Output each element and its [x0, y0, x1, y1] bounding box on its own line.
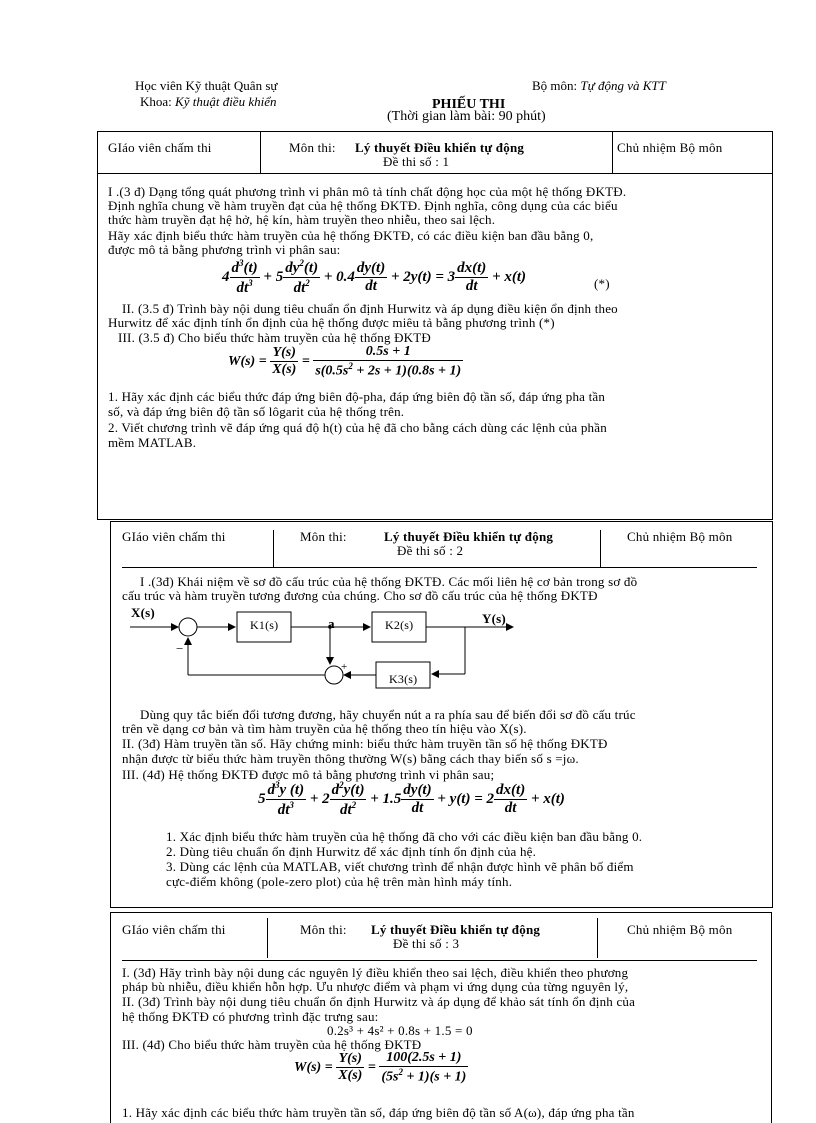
- exam2-differential-equation: 5 $\frac{d^3y (t)}{dt^3}$ + 2 $\frac{d^2y(t)}{dt^2}$ + 1.5 $\frac{dy(t)}{dt}$ + y(t) = 2 $\frac{dx(t)}{dt}$ + x(t): [258, 780, 565, 818]
- exam3-line: II. (3đ) Trình bày nội dung tiêu chuẩn ổn định Hurwitz và áp dụng để khảo sát tính ổn định của: [122, 994, 636, 1009]
- department: [532, 78, 666, 94]
- institute-name: Học viên Kỹ thuật Quân sự: [135, 78, 278, 93]
- exam1-col-divider-1: [260, 131, 261, 173]
- exam1-line: số, và đáp ứng biên độ tần số lôgarit của hệ thống trên.: [108, 404, 405, 419]
- exam1-col-divider-2: [612, 131, 613, 173]
- diagram-plus-sign: +: [341, 661, 348, 673]
- summing-junction-1: [179, 618, 197, 636]
- exam1-line: thức hàm truyền đạt hệ hở, hệ kín, hàm truyền theo nhiễu, theo sai lệch.: [108, 212, 496, 227]
- exam1-line: mềm MATLAB.: [108, 435, 197, 450]
- exam3-line: 1. Hãy xác định các biểu thức hàm truyền tần số, đáp ứng biên độ tần số A(ω), đáp ứng pha tần: [122, 1105, 635, 1120]
- exam1-transfer-function: W(s) = $\frac{Y(s)}{X(s)}$ = $\frac{0.5s + 1}{s(0.5s^2 + 2s + 1)(0.8s + 1)}$: [228, 344, 462, 379]
- exam3-line: I. (3đ) Hãy trình bày nội dung các nguyên lý điều khiển theo sai lệch, điều khiển theo phương: [122, 965, 629, 980]
- exam1-line: II. (3.5 đ) Trình bày nội dung tiêu chuẩn ổn định Hurwitz và áp dụng điều kiện ổn định theo: [122, 301, 618, 316]
- exam1-subject-label: Môn thi:: [289, 140, 336, 155]
- exam3-line: III. (4đ) Cho biểu thức hàm truyền của hệ thống ĐKTĐ: [122, 1037, 422, 1052]
- diagram-minus-sign: −: [176, 641, 184, 656]
- exam2-line: Dùng quy tắc biến đổi tương đương, hãy chuyển nút a ra phía sau để biến đổi sơ đồ cấu trúc: [140, 707, 636, 722]
- exam3-transfer-function: W(s) = $\frac{Y(s)}{X(s)}$ = $\frac{100(2.5s + 1)}{(5s^2 + 1)(s + 1)}$: [294, 1050, 467, 1085]
- exam2-header-divider: [122, 567, 757, 568]
- exam3-top-border: [110, 912, 772, 913]
- exam3-number: Đề thi số : 3: [393, 936, 460, 951]
- exam1-header-divider: [97, 173, 772, 174]
- exam1-line: 1. Hãy xác định các biểu thức đáp ứng biên độ-pha, đáp ứng biên độ tần số, đáp ứng pha tần: [108, 389, 606, 404]
- diagram-node-label: a: [328, 616, 335, 631]
- exam2-line: cấu trúc và hàm truyền tương đương của chúng. Cho sơ đồ cấu trúc của hệ thống ĐKTĐ: [122, 588, 598, 603]
- exam1-eq-mark: (*): [594, 276, 610, 291]
- exam1-differential-equation: 4 $\frac{d^3(t)}{dt^3}$ + 5 $\frac{dy^2(t)}{dt^2}$ + 0.4 $\frac{dy(t)}{dt}$ + 2y(t) = 3 $\frac{dx(t)}{dt}$ + x(t): [222, 258, 527, 296]
- exam3-left-border: [110, 912, 111, 1123]
- diagram-k1-label: K1(s): [250, 618, 279, 632]
- exam2-teacher: GIáo viên chấm thi: [122, 529, 226, 544]
- exam3-header-divider: [122, 960, 757, 961]
- faculty-label: Khoa:: [140, 94, 176, 109]
- exam3-right-border: [771, 912, 772, 1123]
- exam3-col-divider-1: [267, 918, 268, 958]
- department-label: Bộ môn:: [532, 78, 581, 93]
- exam1-subject: Lý thuyết Điều khiển tự động: [355, 140, 525, 155]
- exam2-col-divider-2: [600, 530, 601, 567]
- exam2-col-divider-1: [273, 530, 274, 567]
- exam3-line: pháp bù nhiễu, điều khiển hỗn hợp. Ưu nhược điểm và phạm vi ứng dụng của từng nguyên lý,: [122, 979, 629, 994]
- faculty: [140, 94, 276, 110]
- exam2-line: trên về dạng cơ bản và tìm hàm truyền của hệ thống theo tín hiệu vào X(s).: [122, 721, 527, 736]
- exam1-line: Hãy xác định biểu thức hàm truyền của hệ thống ĐKTĐ, có các điều kiện ban đầu bằng 0,: [108, 228, 594, 243]
- exam1-teacher: GIáo viên chấm thi: [108, 140, 212, 155]
- exam2-item: 3. Dùng các lệnh của MATLAB, viết chương trình để nhận được hình vẽ phân bố điểm: [166, 859, 634, 874]
- department-name: Tự động và KTT: [580, 78, 666, 93]
- exam2-subject-label: Môn thi:: [300, 529, 347, 544]
- exam2-line: II. (3đ) Hàm truyền tần số. Hãy chứng minh: biểu thức hàm truyền tần số hệ thống ĐKTĐ: [122, 736, 608, 751]
- exam2-head: Chủ nhiệm Bộ môn: [627, 529, 733, 544]
- exam2-line: I .(3đ) Khái niệm về sơ đồ cấu trúc của hệ thống ĐKTĐ. Các mối liên hệ cơ bản trong sơ đồ: [140, 574, 638, 589]
- diagram-k3-label: K3(s): [389, 672, 418, 686]
- exam3-head: Chủ nhiệm Bộ môn: [627, 922, 733, 937]
- exam1-line: Định nghĩa chung về hàm truyền đạt của hệ thống ĐKTĐ. Định nghĩa, công dụng của các biểu: [108, 198, 618, 213]
- exam3-characteristic-equation: 0.2s³ + 4s² + 0.8s + 1.5 = 0: [327, 1023, 473, 1038]
- exam3-col-divider-2: [597, 918, 598, 958]
- exam1-line: được mô tả bằng phương trình vi phân sau:: [108, 242, 341, 257]
- faculty-name: Kỹ thuật điều khiển: [175, 94, 277, 109]
- exam2-line: nhận được từ biểu thức hàm truyền thông thường W(s) bằng cách thay biến số s =jω.: [122, 751, 579, 766]
- exam2-line: III. (4đ) Hệ thống ĐKTĐ được mô tả bằng phương trình vi phân sau;: [122, 767, 495, 782]
- exam3-subject: Lý thuyết Điều khiển tự động: [371, 922, 541, 937]
- exam2-item: 1. Xác định biểu thức hàm truyền của hệ thống đã cho với các điều kiện ban đầu bằng 0.: [166, 829, 643, 844]
- exam3-line: hệ thống ĐKTĐ có phương trình đặc trưng sau:: [122, 1009, 379, 1024]
- diagram-input-label: X(s): [131, 605, 155, 620]
- exam1-line: Hurwitz để xác định tính ổn định của hệ thống được miêu tả bằng phương trình (*): [108, 315, 555, 330]
- exam1-line: I .(3 đ) Dạng tổng quát phương trình vi phân mô tả tính chất động học của một hệ thống ĐKTĐ.: [108, 184, 627, 199]
- exam1-line: III. (3.5 đ) Cho biểu thức hàm truyền của hệ thống ĐKTĐ: [118, 330, 431, 345]
- exam2-item: cực-điểm không (pole-zero plot) của hệ trên màn hình máy tính.: [166, 874, 513, 889]
- exam1-head: Chủ nhiệm Bộ môn: [617, 140, 723, 155]
- exam2-item: 2. Dùng tiêu chuẩn ổn định Hurwitz để xác định tính ổn định của hệ.: [166, 844, 537, 859]
- diagram-output-label: Y(s): [482, 611, 506, 626]
- exam2-number: Đề thi số : 2: [397, 543, 464, 558]
- exam3-teacher: GIáo viên chấm thi: [122, 922, 226, 937]
- exam-time: (Thời gian làm bài: 90 phút): [387, 109, 546, 124]
- page-title: PHIẾU THI: [432, 97, 506, 112]
- exam1-line: 2. Viết chương trình vẽ đáp ứng quá độ h(t) của hệ đã cho bằng cách dùng các lệnh của phần: [108, 420, 607, 435]
- exam3-subject-label: Môn thi:: [300, 922, 347, 937]
- diagram-k2-label: K2(s): [385, 618, 414, 632]
- exam1-number: Đề thi số : 1: [383, 154, 450, 169]
- exam2-subject: Lý thuyết Điều khiển tự động: [384, 529, 554, 544]
